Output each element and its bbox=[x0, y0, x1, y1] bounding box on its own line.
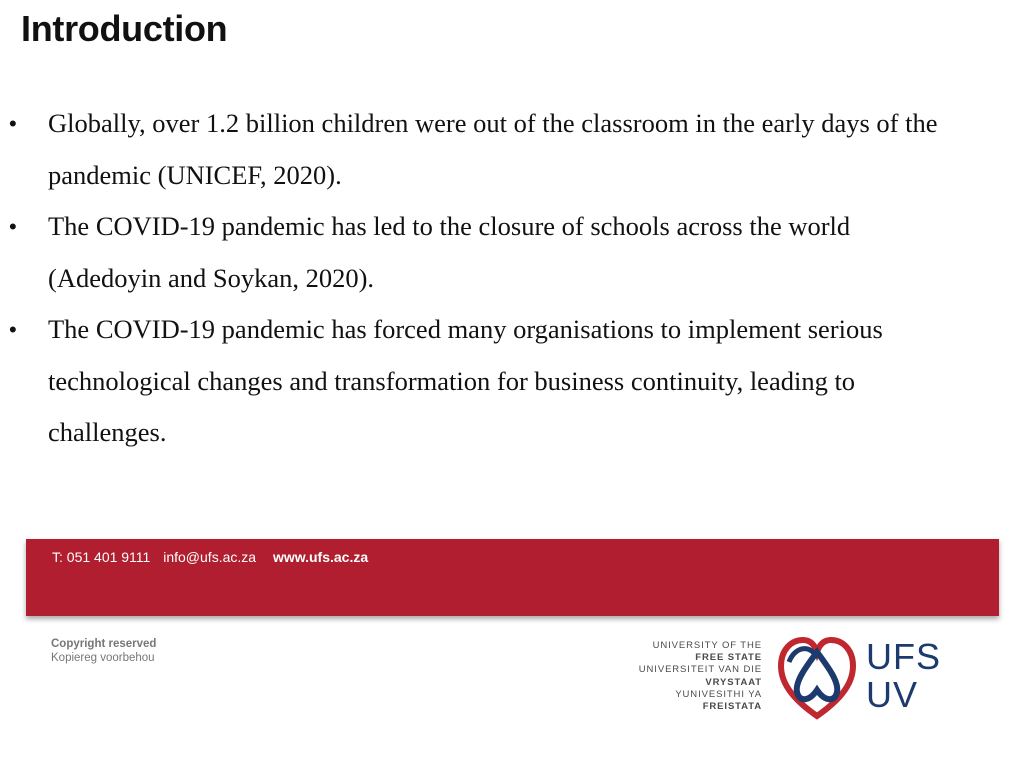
email-link[interactable]: info@ufs.ac.za bbox=[163, 549, 257, 565]
university-names bbox=[620, 640, 762, 713]
bullet-item bbox=[0, 201, 1020, 304]
bullet-text-line: pandemic (UNICEF, 2020). bbox=[48, 159, 342, 190]
bullet-marker: • bbox=[9, 214, 17, 239]
copyright-af: Kopiereg voorbehou bbox=[51, 652, 155, 664]
bullet-marker: • bbox=[9, 111, 17, 136]
uni-name-line: YUNIVESITHI YA bbox=[675, 688, 762, 700]
phone-number: T: 051 401 9111 bbox=[52, 549, 151, 565]
uni-name-line: FREE STATE bbox=[695, 652, 762, 664]
uni-name-line: UNIVERSITEIT VAN DIE bbox=[638, 664, 762, 676]
bullet-text-line: (Adedoyin and Soykan, 2020). bbox=[48, 262, 375, 293]
bullet-marker: • bbox=[9, 317, 17, 342]
bullet-item bbox=[0, 98, 1020, 201]
bullet-text-line: challenges. bbox=[48, 417, 167, 447]
copyright-notice bbox=[51, 637, 156, 665]
contact-info bbox=[52, 549, 377, 565]
uni-name-line: UNIVERSITY OF THE bbox=[652, 640, 762, 651]
bullet-text-line: technological changes and transformation for business continuity, leading to bbox=[48, 365, 856, 396]
uni-name-line: FREISTATA bbox=[702, 701, 762, 713]
abbr-ufs: UFS bbox=[866, 636, 941, 677]
bullet-text-line: The COVID-19 pandemic has forced many organisations to implement serious bbox=[48, 314, 883, 344]
ufs-crest-icon bbox=[775, 632, 859, 722]
bullet-list bbox=[0, 98, 1020, 459]
bullet-text-line: Globally, over 1.2 billion children were out of the classroom in the early days of the bbox=[48, 108, 938, 138]
website-link[interactable]: www.ufs.ac.za bbox=[272, 549, 369, 565]
slide-title: Introduction bbox=[21, 8, 228, 49]
bullet-item bbox=[0, 304, 1020, 459]
bullet-text-line: The COVID-19 pandemic has led to the closure of schools across the world bbox=[48, 211, 851, 241]
abbr-uv: UV bbox=[866, 674, 919, 715]
uni-name-line: VRYSTAAT bbox=[705, 676, 762, 688]
copyright-en: Copyright reserved bbox=[51, 638, 157, 650]
university-abbreviation bbox=[866, 638, 941, 714]
footer-band bbox=[26, 539, 999, 616]
